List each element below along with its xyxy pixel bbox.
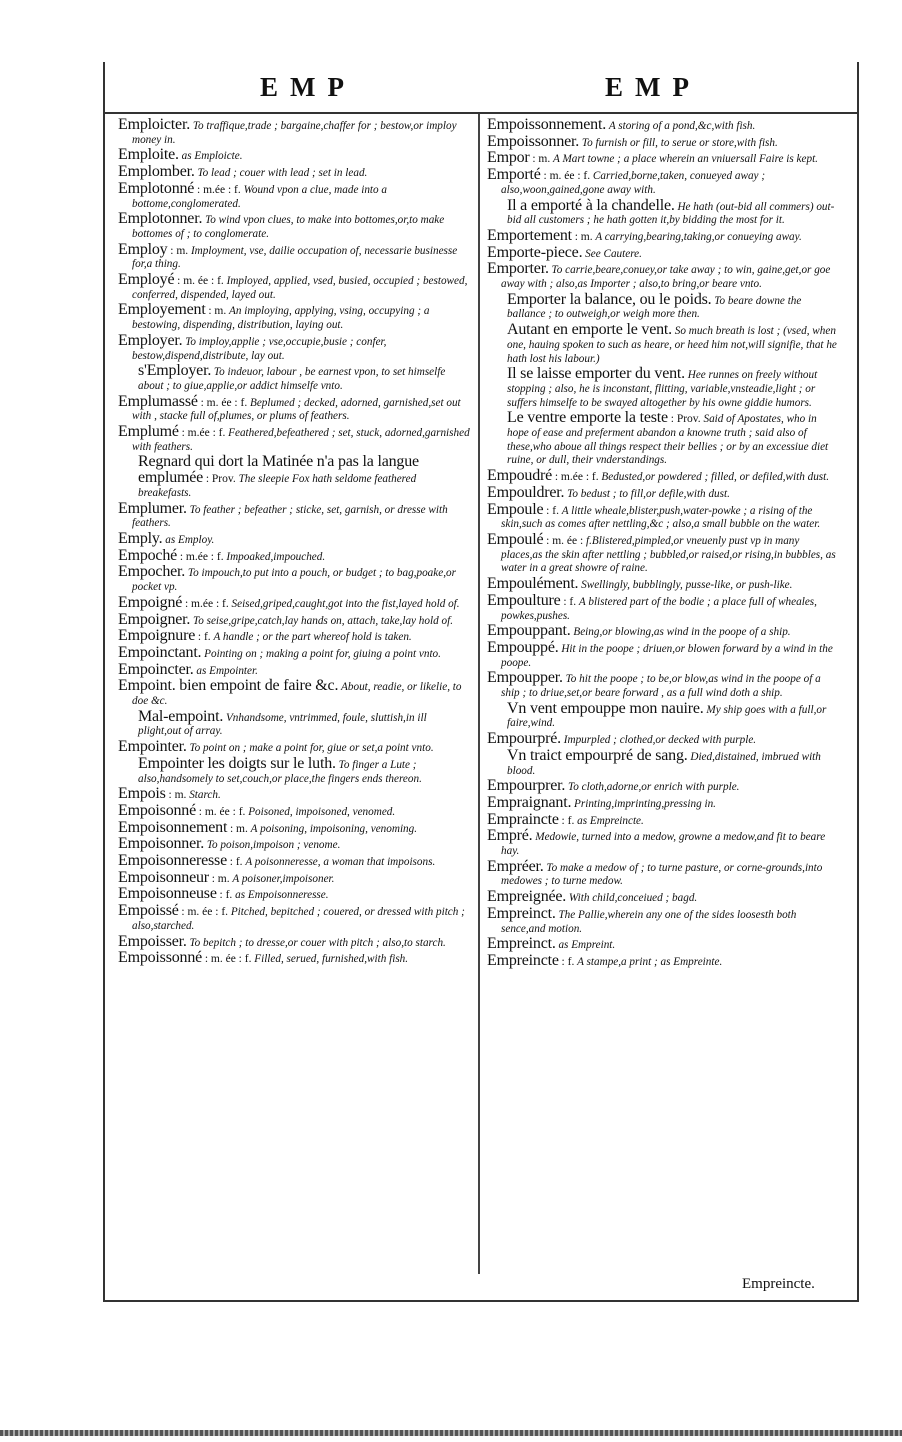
definition: My ship goes with a full,or faire,wind. [507, 703, 827, 730]
dictionary-entry [118, 148, 470, 164]
definition: Said of Apostates, who in hope of ease and preferment abandon a knowne truth ; said also of these,who aboue all things respect their bellies ; or by an excessiue diet ruine, or dull, their vnderstandings. [507, 413, 829, 467]
headword: Employer. [118, 331, 183, 349]
definition: Beplumed ; decked, adorned, garnished,set out with , stacke full of,plumes, or plums of feathers. [132, 396, 461, 423]
headword: Empoissonné [118, 949, 203, 967]
dictionary-entry [118, 887, 470, 903]
definition: as Empreint. [558, 939, 616, 952]
grammar-note: : f. [546, 504, 559, 517]
definition: Imployment, vse, dailie occupation of, necessarie businesse for,a thing. [132, 244, 458, 271]
catchword: Empreincte. [742, 1276, 815, 1292]
dictionary-entry [487, 951, 839, 970]
dictionary-entry [487, 577, 839, 593]
definition: To traffique,trade ; bargaine,chaffer for ; bestow,or imploy money in. [132, 120, 457, 146]
header-rule [103, 112, 857, 114]
headword: Empoisonné [118, 801, 196, 819]
dictionary-entry [487, 829, 839, 858]
grammar-note: : f. [219, 889, 233, 902]
definition: Starch. [189, 789, 221, 802]
definition: A poisoning, impoisoning, venoming. [250, 822, 418, 835]
dictionary-entry [124, 455, 470, 500]
column-divider [478, 114, 480, 1274]
definition: Imployed, applied, vsed, busied, occupied ; bestowed, conferred, dispended, layed out. [132, 275, 468, 301]
dictionary-entry [118, 212, 470, 241]
definition: Carried,borne,taken, conueyed away ; also,woon,gained,gone away with. [501, 170, 766, 196]
dictionary-entry [118, 179, 470, 211]
dictionary-entry [118, 932, 470, 951]
headword: Regnard qui dort la Matinée n'a pas la langue emplumée [138, 453, 419, 487]
definition: as Empointer. [196, 664, 258, 677]
headword: Empoupper. [487, 669, 563, 687]
headword: Autant en emporte le vent. [507, 321, 672, 339]
grammar-note: : m. ée : f. [198, 805, 246, 818]
definition: To beare downe the ballance ; to outweigh,or weigh more then. [507, 294, 802, 321]
dictionary-entry [118, 165, 470, 181]
dictionary-entry [487, 262, 839, 291]
running-head-left: EMP [260, 72, 356, 102]
definition: The Pallie,wherein any one of the sides loosesth both sence,and motion. [501, 908, 797, 935]
definition: A Mart towne ; a place wherein an vniuersall Faire is kept. [553, 153, 818, 166]
headword: Employ [118, 240, 168, 258]
dictionary-entry [118, 529, 470, 548]
definition: An imploying, applying, vsing, occupying ; a bestowing, dispending, distribution, laying out. [132, 305, 430, 332]
dictionary-entry [487, 500, 839, 532]
dictionary-entry [487, 732, 839, 748]
definition: Printing,imprinting,pressing in. [574, 797, 716, 810]
headword: Emplumer. [118, 499, 187, 517]
definition: as Empoisonneresse. [235, 889, 329, 902]
grammar-note: : m. ée : f. [181, 906, 229, 919]
headword: Empraincte [487, 810, 559, 828]
grammar-note: : m.ée : f. [179, 550, 224, 563]
grammar-note: : Prov. [670, 413, 701, 426]
definition: He hath (out-bid all commers) out-bid all customers ; he hath gotten it,by bidding the most for it. [507, 200, 835, 227]
dictionary-entry [487, 624, 839, 640]
grammar-note: : m. ée : f. [200, 396, 248, 409]
dictionary-entry [118, 392, 470, 424]
definition: Hee runnes on freely without stopping ; also, he is inconstant, flitting, variable,vnsteadie,light ; or suffers himselfe to be swayed altogether by his owne giddie humors. [507, 369, 818, 409]
headword: Emporté [487, 166, 541, 184]
headword: Empreinct. [487, 935, 556, 953]
definition: To bepitch ; to dresse,or couer with pitch ; also,to starch. [189, 936, 446, 949]
dictionary-entry [487, 810, 839, 829]
dictionary-entry [493, 196, 839, 228]
headword: s'Employer. [138, 362, 212, 380]
headword: Emploite. [118, 146, 179, 164]
headword: Emportement [487, 226, 572, 244]
dictionary-entry [487, 530, 839, 576]
grammar-note: : m. [532, 153, 551, 166]
headword: Empoisonnement [118, 818, 228, 836]
dictionary-entry [487, 904, 839, 936]
dictionary-entry [487, 890, 839, 906]
headword: Emporter la balance, ou le poids. [507, 290, 712, 308]
grammar-note: : m. [208, 305, 227, 318]
headword: Employement [118, 301, 206, 319]
dictionary-entry [487, 483, 839, 502]
dictionary-entry [487, 793, 839, 812]
headword: Empoissonner. [487, 132, 580, 150]
definition: To point on ; make a point for, giue or set,a point vnto. [189, 742, 434, 755]
grammar-note: : m.ée : f. [184, 597, 229, 610]
dictionary-entry [118, 303, 470, 332]
definition: Pointing on ; making a point for, giuing a point vnto. [204, 647, 441, 660]
dictionary-entry [118, 660, 470, 679]
definition: About, readie, or likelie, to doe &c. [132, 681, 462, 708]
definition: Impurpled ; clothed,or decked with purple. [563, 734, 757, 747]
grammar-note: : f. [229, 856, 243, 869]
definition: To finger a Lute ; also,handsomely to set,couch,or place,the fingers ends thereon. [138, 758, 422, 785]
definition: Hit in the poope ; driuen,or blowen forward by a wind in the poope. [501, 642, 833, 669]
dictionary-entry [118, 593, 470, 612]
definition: To imploy,applie ; vse,occupie,busie ; confer, bestow,dispend,distribute, lay out. [132, 335, 387, 362]
definition: A poisoner,impoisoner. [232, 872, 335, 885]
grammar-note: : m. [574, 230, 593, 243]
headword: Empocher. [118, 563, 186, 581]
definition: Pitched, bepitched ; couered, or dressed with pitch ; also,starched. [132, 906, 465, 932]
headword: Empoint. bien empoint de faire &c. [118, 677, 339, 695]
grammar-note: : m.ée : f. [554, 471, 599, 484]
definition: Being,or blowing,as wind in the poope of a ship. [573, 626, 791, 639]
definition: To impouch,to put into a pouch, or budget ; to bag,poake,or pocket vp. [132, 567, 456, 594]
dictionary-entry [487, 469, 839, 485]
headword: Emplomber. [118, 163, 195, 181]
definition: A carrying,bearing,taking,or conueying away. [595, 230, 802, 243]
headword: Empréer. [487, 857, 544, 875]
dictionary-entry [118, 854, 470, 870]
headword: Empoisonneresse [118, 852, 227, 870]
definition: as Empreincte. [577, 814, 644, 827]
dictionary-entry [487, 857, 839, 889]
definition: Medowie, turned into a medow, growne a medow,and fit to beare hay. [501, 831, 826, 858]
headword: Empoulément. [487, 575, 579, 593]
headword: Empourprer. [487, 777, 566, 795]
definition: With child,conceiued ; bagd. [568, 892, 698, 905]
definition: A little wheale,blister,push,water-powke ; a rising of the skin,such as comes after nettling,&c ; also,a small bubble on the water. [501, 504, 821, 531]
headword: Emploicter. [118, 116, 191, 133]
headword: Empoulé [487, 530, 544, 548]
dictionary-entry [118, 546, 470, 565]
grammar-note: : f. [197, 631, 211, 644]
headword: Empoisonneur [118, 868, 209, 886]
dictionary-entry [493, 323, 839, 366]
headword: Empoissé [118, 902, 179, 920]
headword: Empoisonner. [118, 835, 205, 853]
definition: To lead ; couer with lead ; set in lead. [197, 167, 368, 180]
dictionary-entry [118, 499, 470, 531]
right-column [487, 118, 839, 971]
definition: Seised,griped,caught,got into the fist,layed hold of. [231, 597, 460, 610]
grammar-note: : f. [561, 955, 575, 968]
definition: A blistered part of the bodie ; a place full of wheales, powkes,pushes. [501, 595, 817, 622]
headword: Emporter. [487, 260, 549, 278]
dictionary-entry [487, 168, 839, 197]
headword: Empreincte [487, 951, 559, 969]
headword: Empouppant. [487, 622, 571, 640]
definition: To make a medow of ; to turne pasture, or corne-grounds,into medowes ; to turne medow. [501, 861, 823, 888]
grammar-note: : m. [168, 789, 187, 802]
definition: Filled, serued, furnished,with fish. [254, 953, 409, 966]
headword: Empointer. [118, 738, 187, 756]
grammar-note: : m.ée : f. [197, 183, 241, 196]
headword: Employé [118, 271, 175, 289]
headword: Empourpré. [487, 730, 561, 748]
headword: Empré. [487, 827, 533, 845]
headword: Empoigné [118, 593, 183, 611]
headword: Empoignure [118, 627, 196, 645]
grammar-note: : m. [229, 822, 248, 835]
dictionary-entry [493, 411, 839, 468]
headword: Empoissonnement. [487, 116, 607, 133]
grammar-note: : m. ée : f. [177, 275, 224, 288]
headword: Empoigner. [118, 610, 191, 628]
headword: Empointer les doigts sur le luth. [138, 754, 336, 772]
headword: Emporte-piece. [487, 243, 583, 261]
dictionary-entry [487, 671, 839, 700]
definition: A handle ; or the part whereof hold is taken. [213, 631, 412, 644]
dictionary-entry [487, 243, 839, 262]
definition: To wind vpon clues, to make into bottomes,or,to make bottomes of ; to conglomerate. [132, 214, 445, 240]
dictionary-entry [124, 707, 470, 739]
left-column [118, 118, 470, 968]
grammar-note: : m. [170, 244, 189, 257]
dictionary-entry [118, 610, 470, 629]
definition: A stampe,a print ; as Empreinte. [577, 955, 723, 968]
definition: A poisonneresse, a woman that impoisons. [245, 856, 436, 869]
definition: as Emploicte. [181, 150, 243, 163]
definition: To hit the poope ; to be,or blow,as wind in the poope of a ship ; to driue,set,or beare forward , as a full wind doth a ship. [501, 673, 821, 700]
headword: Emplumassé [118, 392, 198, 410]
headword: Empoudré [487, 467, 553, 485]
definition: To carrie,beare,conuey,or take away ; to win, gaine,get,or goe away with ; also,as Importer ; also,to bring,or beare vnto. [501, 264, 831, 291]
dictionary-entry [487, 226, 839, 245]
definition: Poisoned, impoisoned, venomed. [248, 805, 396, 818]
definition: So much breath is lost ; (vsed, when one, hauing spoken to such as heare, or heed him not,will signifie, that he hath lost his labour.) [507, 325, 837, 365]
headword: Empoinctant. [118, 643, 202, 661]
grammar-note: : m. ée : f. [204, 953, 252, 966]
definition: To poison,impoison ; venome. [206, 839, 341, 852]
dictionary-entry [493, 746, 839, 778]
definition: To seise,gripe,catch,lay hands on, attach, take,lay hold of. [193, 614, 453, 627]
grammar-note: : m. ée : [546, 534, 584, 547]
headword: Empoulture [487, 591, 561, 609]
grammar-note: : m. ée : f. [543, 170, 591, 183]
headword: Vn traict empourpré de sang. [507, 746, 688, 764]
dictionary-entry [487, 779, 839, 795]
definition: Vnhandsome, vntrimmed, foule, sluttish,in ill plight,out of array. [138, 711, 427, 738]
dictionary-entry [118, 565, 470, 594]
definition: To feather ; befeather ; sticke, set, garnish, or dresse with feathers. [132, 503, 448, 530]
dictionary-entry [487, 118, 839, 134]
dictionary-entry [118, 679, 470, 708]
dictionary-entry [118, 118, 470, 147]
dictionary-entry [487, 591, 839, 623]
definition: f.Blistered,pimpled,or vneuenly pust vp in many places,as the skin after nettling ; bubbled,or raised,or rising,in bubbles, as water in a great showre of raine. [501, 534, 836, 575]
dictionary-entry [118, 331, 470, 363]
definition: To bedust ; to fill,or defile,with dust. [567, 487, 730, 500]
dictionary-entry [118, 425, 470, 454]
definition: The sleepie Fox hath seldome feathered breakefasts. [138, 473, 417, 499]
definition: To cloth,adorne,or enrich with purple. [568, 781, 740, 794]
definition: Swellingly, bubblingly, pusse-like, or push-like. [581, 579, 793, 592]
headword: Empreignée. [487, 888, 567, 906]
headword: Empouldrer. [487, 483, 565, 501]
dictionary-entry [118, 273, 470, 302]
headword: Mal-empoint. [138, 707, 224, 725]
dictionary-entry [118, 629, 470, 645]
running-head-right: EMP [605, 72, 701, 102]
headword: Il a emporté à la chandelle. [507, 196, 675, 214]
headword: Empoule [487, 500, 544, 518]
dictionary-entry [487, 638, 839, 670]
headword: Empoisonneuse [118, 885, 217, 903]
scan-edge [0, 1430, 902, 1436]
grammar-note: : f. [563, 595, 577, 608]
dictionary-entry [124, 754, 470, 786]
definition: To indeuor, labour , be earnest vpon, to set himselfe about ; to giue,applie,or addict himselfe vnto. [138, 366, 446, 392]
grammar-note: : m. [211, 872, 230, 885]
dictionary-entry [118, 643, 470, 662]
headword: Empreinct. [487, 904, 556, 922]
dictionary-entry [118, 818, 470, 837]
dictionary-entry [493, 290, 839, 322]
headword: Vn vent empouppe mon nauire. [507, 699, 704, 717]
headword: Emplumé [118, 423, 179, 441]
definition: Feathered,befeathered ; set, stuck, adorned,garnished with feathers. [132, 427, 470, 453]
dictionary-entry [118, 951, 470, 967]
definition: Bedusted,or powdered ; filled, or defiled,with dust. [601, 471, 830, 484]
dictionary-entry [118, 740, 470, 756]
dictionary-entry [118, 787, 470, 803]
headword: Empor [487, 149, 530, 167]
headword: Le ventre emporte la teste [507, 409, 668, 427]
definition: as Employ. [165, 533, 215, 546]
headword: Emply. [118, 529, 163, 547]
dictionary-entry [118, 868, 470, 887]
definition: A storing of a pond,&c,with fish. [608, 120, 756, 132]
headword: Il se laisse emporter du vent. [507, 365, 685, 383]
dictionary-entry [118, 240, 470, 272]
grammar-note: : f. [561, 814, 575, 827]
dictionary-entry [487, 937, 839, 953]
definition: To furnish or fill, to serue or store,with fish. [581, 136, 778, 149]
headword: Empoisser. [118, 932, 187, 950]
definition: Died,distained, imbrued with blood. [507, 750, 821, 777]
definition: Wound vpon a clue, made into a bottome,conglomerated. [132, 183, 388, 210]
headword: Empouppé. [487, 638, 559, 656]
grammar-note: : m.ée : f. [181, 427, 226, 440]
definition: See Cautere. [585, 247, 642, 260]
dictionary-entry [124, 364, 470, 393]
definition: Impoaked,impouched. [226, 550, 326, 563]
dictionary-entry [118, 904, 470, 933]
grammar-note: : Prov. [205, 473, 236, 486]
headword: Empoincter. [118, 660, 194, 678]
dictionary-entry [493, 367, 839, 410]
headword: Empois [118, 785, 166, 803]
dictionary-entry [118, 837, 470, 853]
dictionary-entry [487, 132, 839, 151]
headword: Empoché [118, 546, 178, 564]
dictionary-entry [118, 801, 470, 820]
dictionary-entry [487, 151, 839, 167]
headword: Emplotonner. [118, 210, 203, 228]
headword: Empraignant. [487, 793, 572, 811]
headword: Emplotonné [118, 179, 195, 197]
dictionary-entry [493, 699, 839, 731]
